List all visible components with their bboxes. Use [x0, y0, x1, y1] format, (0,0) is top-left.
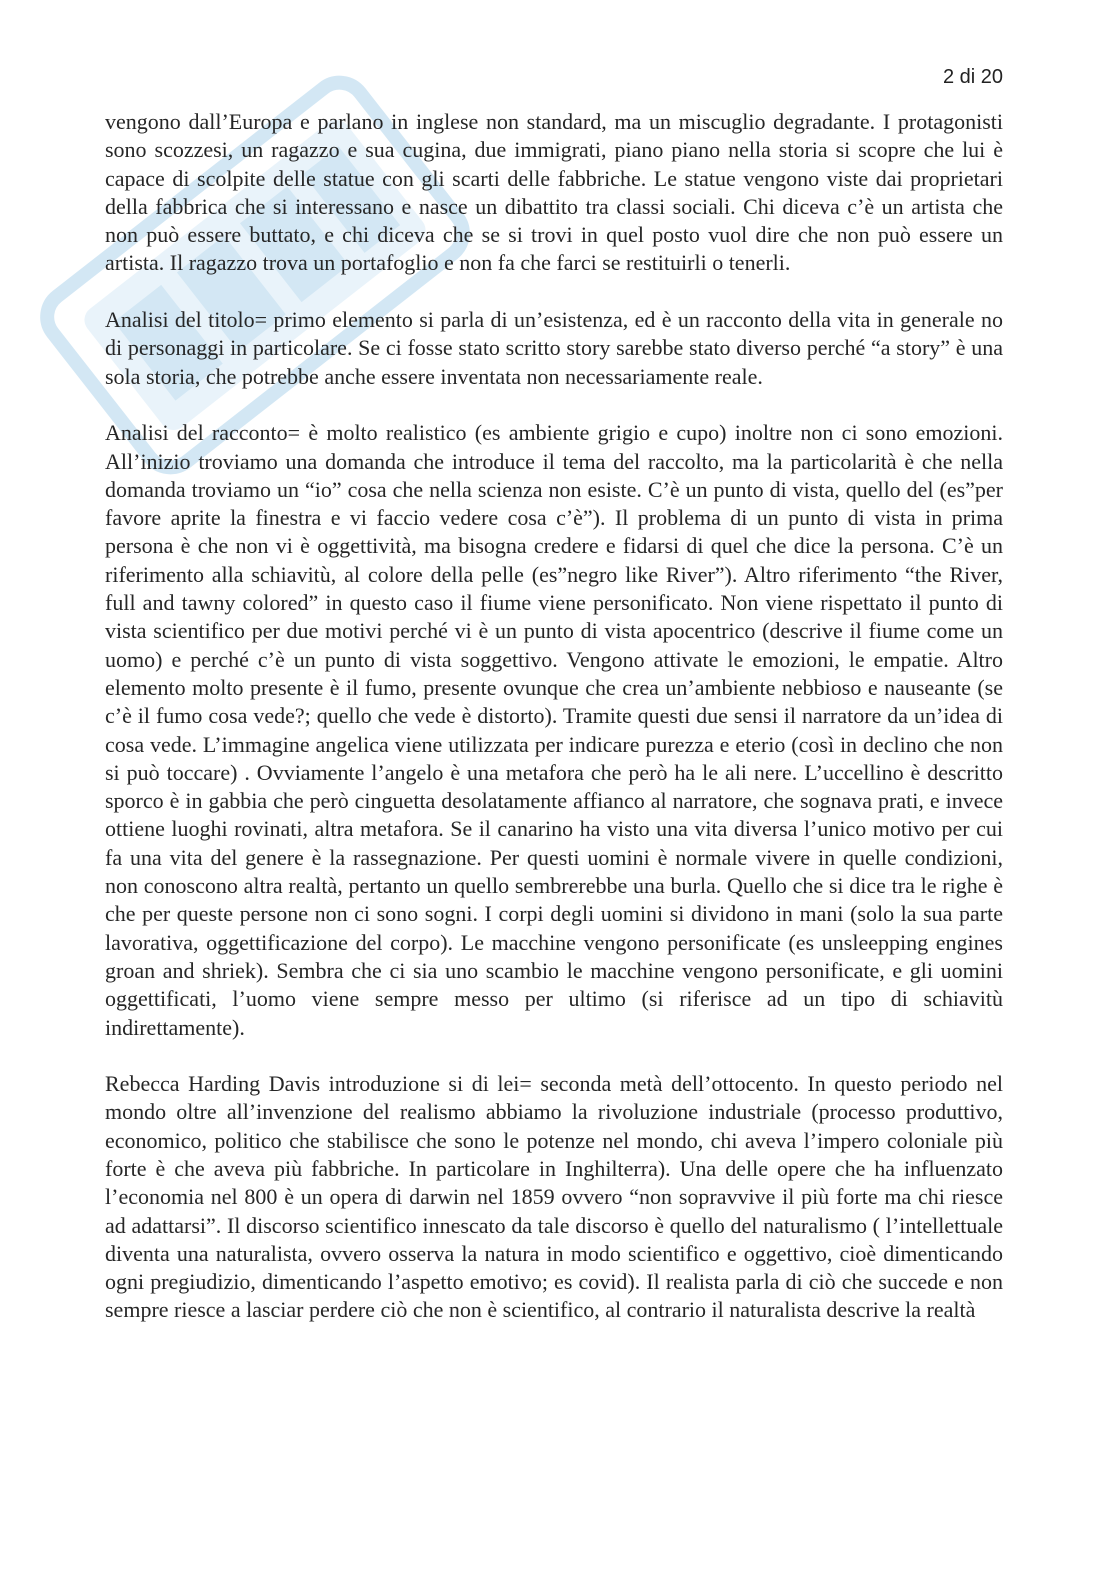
paragraph: vengono dall’Europa e parlano in inglese non standard, ma un miscuglio degradante. I protagonisti sono scozzesi, un ragazzo e sua cugina, due immigrati, piano piano nella storia si scopre che lui è capace di scolpite delle statue con gli scarti delle fabbriche. Le statue vengono viste dai proprietari della fabbrica che si interessano e nasce un dibattito tra classi sociali. Chi diceva c’è un artista che non può essere buttato, e chi diceva che se si trovi in quel posto vuol dire che non può essere un artista. Il ragazzo trova un portafoglio e non fa che farci se restituirli o tenerli.: [105, 109, 1003, 276]
document-body: [105, 108, 1003, 1353]
page-number: 2 di 20: [942, 66, 1003, 88]
paragraph: Analisi del titolo= primo elemento si parla di un’esistenza, ed è un racconto della vita in generale no di personaggi in particolare. Se ci fosse stato scritto story sarebbe stato diverso perché “a story” è una sola storia, che potrebbe anche essere inventata non necessariamente reale.: [105, 307, 1003, 389]
paragraph: Analisi del racconto= è molto realistico (es ambiente grigio e cupo) inoltre non ci sono emozioni. All’inizio troviamo una domanda che introduce il tema del raccolto, ma la particolarità è che nella domanda troviamo un “io” cosa che nella scienza non esiste. C’è un punto di vista, quello del (es”per favore aprite la finestra e vi faccio vedere cosa c’è”). Il problema di un punto di vista in prima persona è che non vi è oggettività, ma bisogna credere e fidarsi di quel che dice la persona. C’è un riferimento alla schiavitù, al colore della pelle (es”negro like River”). Altro riferimento “the River, full and tawny colored” in questo caso il fiume viene personificato. Non viene rispettato il punto di vista scientifico per due motivi perché vi è un punto di vista apocentrico (descrive il fiume come un uomo) e perché c’è un punto di vista soggettivo. Vengono attivate le emozioni, le empatie. Altro elemento molto presente è il fumo, presente ovunque che crea un’ambiente nebbioso e nauseante (se c’è il fumo cosa vede?; quello che vede è distorto). Tramite questi due sensi il narratore da un’idea di cosa vede. L’immagine angelica viene utilizzata per indicare purezza e eterio (così in declino che non si può toccare) . Ovviamente l’angelo è una metafora che però ha le ali nere. L’uccellino è descritto sporco è in gabbia che però cinguetta desolatamente affianco al narratore, che sognava prati, e invece ottiene luoghi rovinati, altra metafora. Se il canarino ha visto una vita diversa l’unico motivo per cui fa una vita del genere è la rassegnazione. Per questi uomini è normale vivere in quelle condizioni, non conoscono altra realtà, pertanto un quello sembrerebbe una burla. Quello che si dice tra le righe è che per queste persone non ci sono sogni. I corpi degli uomini si dividono in mani (solo la sua parte lavorativa, oggettificazione del corpo). Le macchine vengono personificate (es unsleepping engines groan and shriek). Sembra che ci sia uno scambio le macchine vengono personificate, e gli uomini oggettificati, l’uomo viene sempre messo per ultimo (si riferisce ad un tipo di schiavitù indirettamente).: [105, 420, 1003, 1040]
paragraph: Rebecca Harding Davis introduzione si di lei= seconda metà dell’ottocento. In questo periodo nel mondo oltre all’invenzione del realismo abbiamo la rivoluzione industriale (processo produttivo, economico, politico che stabilisce che sono le potenze nel mondo, chi aveva l’impero coloniale più forte è che aveva più fabbriche. In particolare in Inghilterra). Una delle opere che ha influenzato l’economia nel 800 è un opera di darwin nel 1859 ovvero “non sopravvive il più forte ma chi riesce ad adattarsi”. Il discorso scientifico innescato da tale discorso è quello del naturalismo ( l’intellettuale diventa una naturalista, ovvero osserva la natura in modo scientifico e oggettivo, cioè dimenticando ogni pregiudizio, dimenticando l’aspetto emotivo; es covid). Il realista parla di ciò che succede e non sempre riesce a lasciar perdere ciò che non è scientifico, al contrario il naturalista descrive la realtà: [105, 1071, 1003, 1323]
